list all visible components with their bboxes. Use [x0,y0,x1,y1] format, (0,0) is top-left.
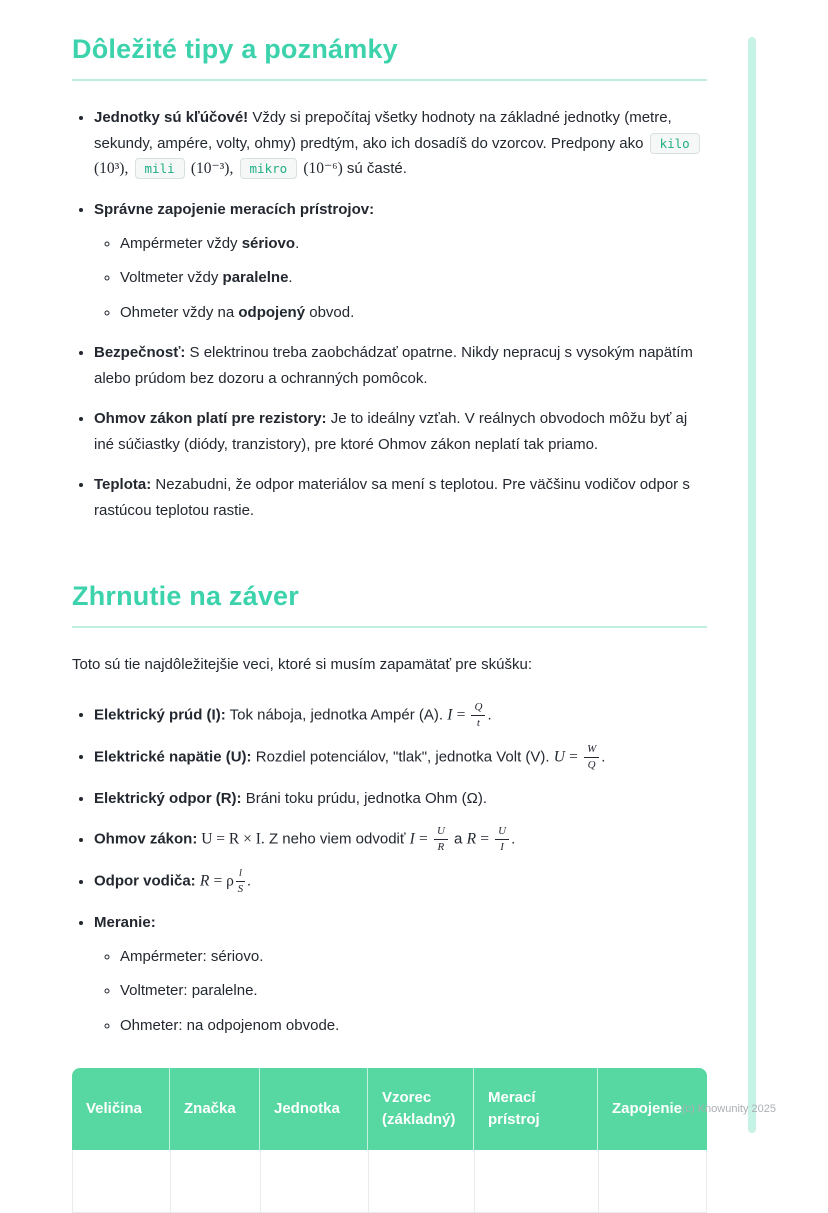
table-header-cell: Vzorec (základný) [368,1068,474,1150]
bullet-lead: Ohmov zákon: [94,830,198,848]
table-cell [368,1150,474,1213]
fraction-numerator: W [584,744,599,758]
sub-list-item [120,231,707,257]
sub-list [94,944,707,1039]
fraction [471,702,485,729]
fraction-denominator: S [237,883,244,896]
sub-list [94,231,707,326]
bullet-lead: Elektrický odpor (R): [94,789,242,807]
bullet-text: Nezabudni, že odpor materiálov sa mení s teplotou. Pre väčšinu vodičov odpor s rastúcou teplotou rastie. [94,476,690,519]
sub-text: Ampérmeter vždy [120,234,242,252]
math-inline: U = R × I. [197,830,265,848]
summary-section [72,581,707,1213]
list-item [94,105,707,182]
sub-text: . [288,269,293,287]
tips-list [72,105,707,523]
sub-list-item [120,265,707,291]
bullet-text: Tok náboja, jednotka Ampér (A). [225,706,448,724]
bullet-lead: Bezpečnosť: [94,344,186,362]
sub-text: Ohmeter vždy na [120,303,239,321]
table-cell [260,1150,368,1213]
list-item [94,340,707,391]
math-var: U [553,748,565,766]
fraction [434,826,448,853]
summary-intro: Toto sú tie najdôležitejšie veci, ktoré si musím zapamätať pre skúšku: [72,656,532,674]
bullet-text: a [449,830,467,848]
table-header-cell: Merací prístroj [474,1068,598,1150]
sub-list-item: ◦ Voltmeter: paralelne. [120,978,707,1004]
fraction-numerator: Q [471,702,485,716]
bullet-text: Z neho viem odvodiť [264,830,410,848]
sub-text: Voltmeter vždy [120,269,223,287]
list-item [94,910,707,1038]
table-header-cell: Jednotka [260,1068,368,1150]
fraction-numerator: U [434,826,448,840]
math-var: I [409,830,415,848]
fraction-denominator: Q [587,758,596,771]
sub-bold: paralelne [222,269,289,287]
bullet-lead: Teplota: [94,476,152,494]
code-chip-mikro: mikro [240,158,298,179]
bullet-lead: Odpor vodiča: [94,872,196,890]
bullet-text: . [601,748,606,766]
fraction-numerator: l [236,868,245,882]
bullet-lead: Správne zapojenie meracích prístrojov: [94,201,375,219]
math-power: (10⁻³), [190,160,234,177]
bullet-text: Je to ideálny vzťah. V reálnych obvodoch môžu byť aj iné súčiastky (diódy, tranzistory), pre ktoré Ohmov zákon neplatí tak priamo. [94,410,688,453]
math-op: = ρ [213,872,234,890]
list-item [94,406,707,457]
bullet-text: . [246,872,252,890]
table-cell [474,1150,598,1213]
table-header-cell: Veličina [72,1068,170,1150]
scrollbar[interactable] [748,37,756,1133]
table-header-cell: Značka [170,1068,260,1150]
sub-bold: sériovo [241,234,296,252]
bullet-text: . [511,830,516,848]
code-chip-kilo: kilo [650,133,700,154]
math-power: (10³), [94,160,129,177]
bullet-text: . [487,706,492,724]
list-item [94,472,707,523]
table-row [72,1150,707,1213]
sub-text: obvod. [305,303,355,321]
math-op: = [480,830,489,848]
sub-list-item: ◦ Ohmeter: na odpojenom obvode. [120,1013,707,1039]
math-var: R [466,830,477,848]
math-op: = [419,830,428,848]
sub-list-item: ◦ Ampérmeter: sériovo. [120,944,707,970]
math-var: R [199,872,210,890]
list-item [94,702,707,729]
section-title-tips: Dôležité tipy a poznámky [72,34,707,81]
bullet-text: Bráni toku prúdu, jednotka Ohm (Ω). [241,789,488,807]
document-content [72,34,707,1213]
bullet-lead: Jednotky sú kľúčové! [94,109,249,126]
list-item [94,744,707,771]
summary-list [72,702,707,1039]
math-power: (10⁻⁶) [303,160,343,177]
table-cell [72,1150,170,1213]
list-item [94,868,707,895]
bullet-text: sú časté. [342,160,407,177]
sub-bold: odpojený [238,303,306,321]
bullet-text: Vždy si prepočítaj všetky hodnoty na základné jednotky (metre, sekundy, ampére, volty, ohmy) predtým, ako ich dosadíš do vzorcov. Predpony ako [94,109,672,152]
sub-list-item [120,300,707,326]
fraction-denominator: I [500,841,504,854]
code-chip-mili: mili [135,158,185,179]
math-var: I [447,706,453,724]
list-item [94,786,707,812]
table-cell [598,1150,707,1213]
fraction [495,826,509,853]
table-cell [170,1150,260,1213]
table-header-row [72,1068,707,1150]
fraction [584,744,599,771]
sub-text: . [295,234,300,252]
fraction-denominator: R [437,841,445,854]
watermark: (c) Knowunity 2025 [681,1103,776,1115]
fraction-denominator: t [476,716,480,729]
list-item [94,197,707,325]
list-item [94,826,707,853]
bullet-text: S elektrinou treba zaobchádzať opatrne. Nikdy nepracuj s vysokým napätím alebo prúdom bez dozoru a ochranných pomôcok. [94,344,693,387]
bullet-lead: Elektrický prúd (I): [94,706,226,724]
bullet-lead: Ohmov zákon platí pre rezistory: [94,410,327,428]
bullet-lead: Meranie: [94,914,156,932]
summary-table [72,1068,707,1213]
fraction-numerator: U [495,826,509,840]
math-op: = [456,706,466,724]
bullet-lead: Elektrické napätie (U): [94,748,252,766]
section-title-summary: Zhrnutie na záver [72,581,707,628]
table-header-cell: Zapojenie [598,1068,707,1150]
math-op: = [569,748,578,766]
bullet-text: Rozdiel potenciálov, "tlak", jednotka Volt (V). [251,748,554,766]
fraction [236,868,245,895]
